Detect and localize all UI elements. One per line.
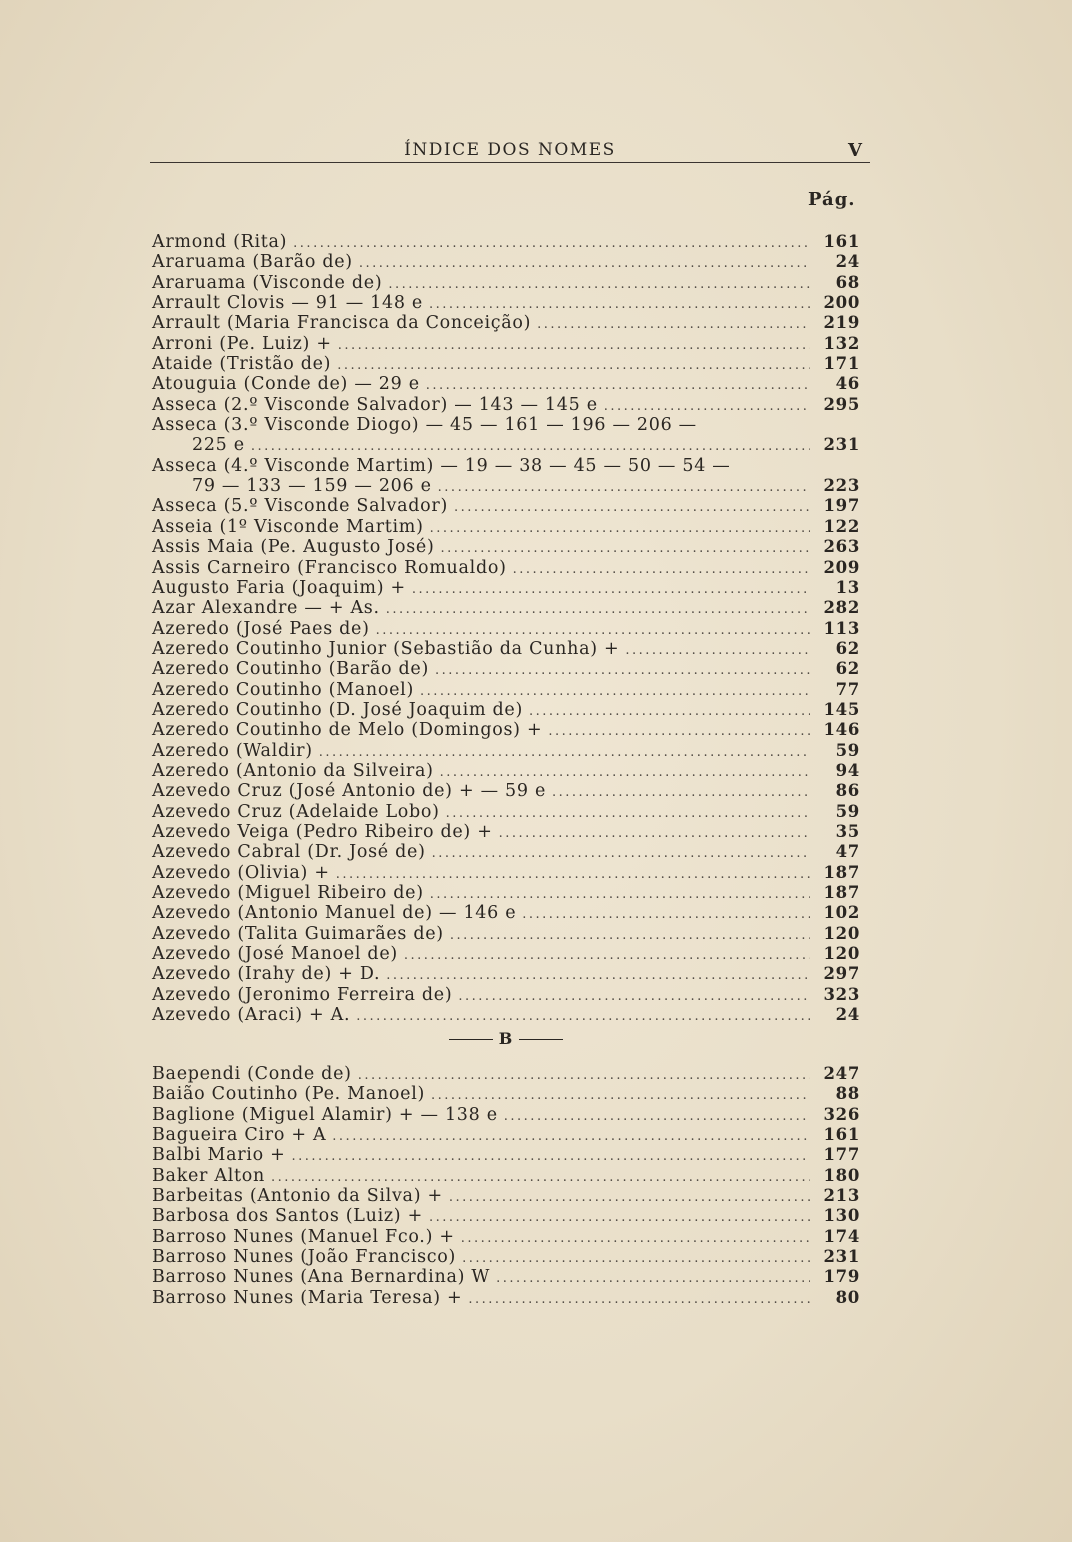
leader-dots [552,783,810,803]
entry-page-number: 102 [823,903,860,923]
leader-dots [449,1188,810,1208]
entry-page-number: 47 [835,842,860,862]
entry-name: 79 — 133 — 159 — 206 e [192,476,432,497]
index-section-a [152,232,860,1025]
entry-name: Azevedo Cabral (Dr. José de) [152,842,426,863]
index-entry [152,435,860,455]
entry-name: Atouguia (Conde de) — 29 e [152,374,420,395]
leader-dots [441,539,811,559]
index-entry [152,252,860,272]
entry-page-number: 187 [823,883,860,902]
index-entry [152,964,860,984]
entry-page-number: 120 [823,923,860,943]
entry-name: Azevedo Cruz (Adelaide Lobo) [152,801,440,822]
index-entry [152,1005,860,1025]
page-header [150,138,870,163]
entry-page-number: 219 [823,313,860,333]
entry-page-number: 231 [823,1247,860,1267]
index-entry [152,395,860,415]
leader-dots [604,397,810,417]
entry-page-number: 323 [823,984,860,1004]
entry-page-number: 88 [835,1084,860,1104]
index-section-b [152,1064,860,1308]
entry-name: Assis Maia (Pe. Augusto José) [152,537,435,558]
entry-page-number: 59 [835,801,860,821]
entry-page-number: 326 [823,1104,860,1124]
entry-page-number: 24 [835,252,860,272]
index-entry [152,517,860,537]
section-heading-b [152,1029,860,1049]
index-entry [152,1064,860,1084]
entry-page-number: 174 [823,1226,860,1246]
leader-dots [454,498,810,518]
entry-name: Azeredo (José Paes de) [152,618,370,639]
entry-page-number: 68 [835,272,860,292]
leader-dots [412,580,810,600]
page-column-label: Pág. [808,189,856,210]
leader-dots [548,722,810,742]
index-entry [152,883,860,903]
section-letter-b: B [498,1029,514,1048]
entry-page-number: 46 [835,374,860,394]
leader-dots [404,946,810,966]
entry-name: Arrault (Maria Francisca da Conceição) [152,313,532,334]
index-entry [152,863,860,883]
leader-dots [319,743,810,763]
leader-dots [504,1107,810,1127]
entry-page-number: 297 [823,964,860,984]
leader-dots [356,1007,810,1027]
leader-dots [251,437,810,457]
index-entry [152,1247,860,1267]
entry-page-number: 177 [823,1145,860,1165]
entry-page-number: 62 [835,638,860,658]
leader-dots [537,315,810,335]
index-entry [152,354,860,374]
entry-name: 225 e [192,435,245,456]
index-entry [152,720,860,740]
entry-page-number: 146 [823,720,860,740]
entry-name: Azevedo (José Manoel de) [152,944,398,965]
index-entry [152,558,860,578]
entry-name: Azevedo (Antonio Manuel de) — 146 e [152,903,517,924]
entry-name: Barroso Nunes (Manuel Fco.) + [152,1226,455,1247]
entry-name: Balbi Mario + [152,1145,286,1166]
entry-name: Baependi (Conde de) [152,1064,352,1084]
entry-name: Azevedo (Olivia) + [152,862,330,883]
entry-name: Azar Alexandre — + As. [152,598,380,619]
index-entry [152,598,860,618]
entry-page-number: 209 [823,557,860,577]
leader-dots [338,336,810,356]
entry-name: Azevedo (Talita Guimarães de) [152,923,444,944]
entry-page-number: 187 [823,862,860,882]
entry-name: Asseca (5.º Visconde Salvador) [152,496,448,517]
index-entry [152,415,860,435]
entry-page-number: 180 [823,1165,860,1185]
entry-page-number: 77 [835,679,860,699]
index-entry [152,619,860,639]
leader-dots [332,1127,810,1147]
entry-name: Azevedo Veiga (Pedro Ribeiro de) + [152,821,493,842]
index-entry [152,1267,860,1287]
index-entry [152,476,860,496]
leader-dots [435,661,810,681]
index-entry [152,1166,860,1186]
header-title: ÍNDICE DOS NOMES [404,140,616,160]
index-entry [152,496,860,516]
entry-page-number: 171 [823,354,860,374]
entry-name: Asseca (2.º Visconde Salvador) — 143 — 145 e [152,394,598,415]
index-entry [152,802,860,822]
index-entry [152,1145,860,1165]
entry-name: Barbosa dos Santos (Luiz) + [152,1206,423,1227]
leader-dots [386,600,810,620]
index-entry [152,639,860,659]
entry-page-number: 24 [835,1005,860,1025]
entry-name: Barbeitas (Antonio da Silva) + [152,1186,443,1207]
entry-name: Azevedo (Jeronimo Ferreira de) [152,984,453,1005]
index-entry [152,659,860,679]
leader-dots [430,519,810,539]
entry-page-number: 132 [823,333,860,353]
leader-dots [529,702,810,722]
leader-dots [291,1147,810,1167]
entry-name: Asseca (4.º Visconde Martim) — 19 — 38 — 45 — 50 — 54 — [152,455,731,476]
index-entry [152,1206,860,1226]
leader-dots [271,1168,810,1188]
index-entry [152,1125,860,1145]
entry-name: Barroso Nunes (João Francisco) [152,1247,457,1268]
header-page-number: V [848,140,862,161]
entry-page-number: 62 [835,659,860,679]
heading-rule-right [519,1039,563,1040]
leader-dots [438,478,810,498]
index-entry [152,537,860,557]
index-entry [152,761,860,781]
entry-name: Araruama (Visconde de) [152,272,383,293]
index-entry [152,781,860,801]
leader-dots [432,844,810,864]
entry-name: Asseca (3.º Visconde Diogo) — 45 — 161 — 196 — 206 — [152,415,697,436]
entry-page-number: 263 [823,537,860,557]
index-entry [152,334,860,354]
entry-name: Azevedo (Miguel Ribeiro de) [152,883,424,903]
entry-name: Baglione (Miguel Alamir) + — 138 e [152,1104,498,1125]
entry-page-number: 282 [823,598,860,618]
entry-page-number: 120 [823,944,860,964]
index-entry [152,456,860,476]
index-entry [152,700,860,720]
index-entry [152,944,860,964]
leader-dots [376,621,810,641]
entry-name: Barroso Nunes (Ana Bernardina) W [152,1267,491,1288]
leader-dots [450,926,810,946]
index-entry [152,313,860,333]
entry-page-number: 35 [835,821,860,841]
leader-dots [336,865,810,885]
entry-page-number: 213 [823,1186,860,1206]
index-entry [152,680,860,700]
index-entry [152,1288,860,1308]
leader-dots [386,966,810,986]
leader-dots [359,254,810,274]
entry-name: Azevedo (Araci) + A. [152,1005,351,1026]
entry-name: Asseia (1º Visconde Martim) [152,516,424,537]
entry-name: Armond (Rita) [152,232,288,252]
entry-name: Assis Carneiro (Francisco Romualdo) [152,557,507,578]
index-entry [152,1084,860,1104]
entry-page-number: 179 [823,1267,860,1287]
leader-dots [513,560,810,580]
entry-page-number: 113 [823,618,860,638]
leader-dots [430,885,810,905]
entry-page-number: 161 [823,232,860,251]
entry-name: Azeredo Coutinho Junior (Sebastião da Cunha) + [152,638,620,659]
entry-name: Azeredo Coutinho de Melo (Domingos) + [152,720,543,741]
leader-dots [461,1229,810,1249]
entry-name: Bagueira Ciro + A [152,1125,327,1146]
entry-name: Azeredo (Antonio da Silveira) [152,760,434,781]
entry-page-number: 247 [823,1064,860,1083]
entry-name: Arrault Clovis — 91 — 148 e [152,293,423,314]
entry-name: Araruama (Barão de) [152,252,353,273]
entry-page-number: 161 [823,1125,860,1145]
entry-name: Barroso Nunes (Maria Teresa) + [152,1287,463,1308]
entry-page-number: 122 [823,516,860,536]
entry-page-number: 86 [835,781,860,801]
index-entry [152,903,860,923]
leader-dots [337,356,810,376]
entry-page-number: 59 [835,740,860,760]
leader-dots [522,905,810,925]
entry-name: Baião Coutinho (Pe. Manoel) [152,1084,426,1105]
index-entry [152,822,860,842]
index-entry [152,232,860,252]
leader-dots [440,763,810,783]
entry-page-number: 94 [835,760,860,780]
entry-name: Arroni (Pe. Luiz) + [152,333,332,354]
leader-dots [429,295,810,315]
index-entry [152,578,860,598]
leader-dots [462,1249,810,1269]
entry-page-number: 130 [823,1206,860,1226]
entry-page-number: 223 [823,476,860,496]
entry-name: Augusto Faria (Joaquim) + [152,577,406,598]
leader-dots [388,275,810,295]
leader-dots [468,1290,810,1310]
index-entry [152,741,860,761]
entry-name: Azevedo Cruz (José Antonio de) + — 59 e [152,781,547,802]
index-entry [152,924,860,944]
index-entry [152,1186,860,1206]
index-entry [152,1227,860,1247]
entry-page-number: 145 [823,699,860,719]
entry-page-number: 197 [823,496,860,516]
leader-dots [458,987,810,1007]
leader-dots [446,804,810,824]
index-entry [152,985,860,1005]
index-entry [152,293,860,313]
index-entry [152,273,860,293]
index-entry [152,374,860,394]
leader-dots [293,234,810,254]
entry-page-number: 231 [823,435,860,455]
entry-name: Baker Alton [152,1165,265,1186]
leader-dots [429,1208,810,1228]
heading-rule-left [449,1039,493,1040]
index-entry [152,842,860,862]
entry-name: Azeredo Coutinho (Barão de) [152,659,430,680]
leader-dots [426,376,810,396]
entry-name: Ataide (Tristão de) [152,354,332,375]
entry-page-number: 80 [835,1287,860,1307]
entry-name: Azevedo (Irahy de) + D. [152,964,381,985]
entry-page-number: 13 [835,577,860,597]
leader-dots [420,682,810,702]
entry-name: Azeredo Coutinho (D. José Joaquim de) [152,699,524,720]
leader-dots [431,1086,810,1106]
entry-name: Azeredo Coutinho (Manoel) [152,679,414,700]
leader-dots [496,1269,810,1289]
leader-dots [358,1066,810,1086]
index-entry [152,1105,860,1125]
leader-dots [499,824,810,844]
entry-page-number: 200 [823,293,860,313]
entry-name: Azeredo (Waldir) [152,740,313,761]
entry-page-number: 295 [823,394,860,414]
leader-dots [625,641,810,661]
